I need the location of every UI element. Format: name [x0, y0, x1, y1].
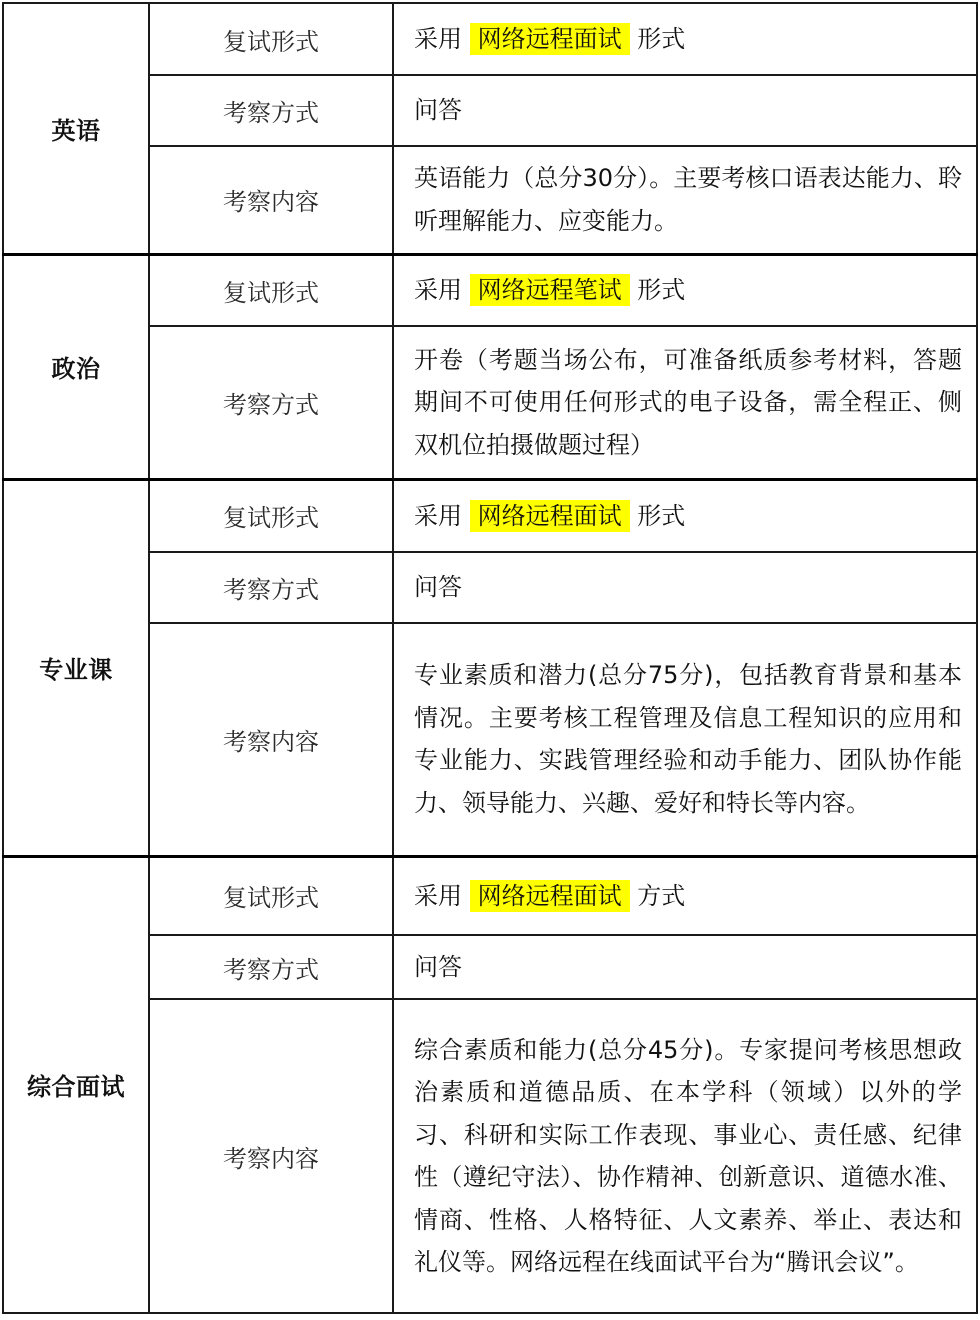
detail-cell: 英语能力（总分30分）。主要考核口语表达能力、聆听理解能力、应变能力。 [393, 146, 977, 254]
table-row [3, 479, 977, 552]
detail-cell: 综合素质和能力(总分45分)。专家提问考核思想政治素质和道德品质、在本学科（领域）以外的学习、科研和实际工作表现、事业心、责任感、纪律性（遵纪守法）、协作精神、创新意识、道德水准、情商、性格、人格特征、人文素养、举止、表达和礼仪等。网络远程在线面试平台为“腾讯会议”。 [393, 999, 977, 1313]
table-row [3, 935, 977, 999]
table-row [3, 3, 977, 75]
item-label: 复试形式 [149, 856, 393, 935]
detail-cell: 专业素质和潜力(总分75分)，包括教育背景和基本情况。主要考核工程管理及信息工程知识的应用和专业能力、实践管理经验和动手能力、团队协作能力、领导能力、兴趣、爱好和特长等内容。 [393, 623, 977, 856]
detail-suffix: 形式 [637, 276, 686, 304]
table-row [3, 552, 977, 623]
item-label: 考察内容 [149, 999, 393, 1313]
subject-cell: 英语 [3, 3, 149, 254]
subject-cell: 政治 [3, 254, 149, 479]
table-row [3, 75, 977, 146]
highlighted-text: 网络远程笔试 [470, 274, 630, 306]
detail-cell [393, 856, 977, 935]
detail-cell: 问答 [393, 935, 977, 999]
detail-cell: 问答 [393, 75, 977, 146]
table-row [3, 623, 977, 856]
detail-cell [393, 479, 977, 552]
item-label: 考察内容 [149, 146, 393, 254]
table-row [3, 856, 977, 935]
item-label: 复试形式 [149, 3, 393, 75]
highlighted-text: 网络远程面试 [470, 880, 630, 912]
item-label: 考察方式 [149, 552, 393, 623]
detail-suffix: 形式 [637, 24, 686, 53]
item-label: 复试形式 [149, 479, 393, 552]
item-label: 复试形式 [149, 254, 393, 326]
detail-cell: 问答 [393, 552, 977, 623]
table-row [3, 999, 977, 1313]
detail-prefix: 采用 [414, 276, 462, 304]
subject-cell: 专业课 [3, 479, 149, 856]
detail-cell: 开卷（考题当场公布，可准备纸质参考材料，答题期间不可使用任何形式的电子设备，需全程正、侧双机位拍摄做题过程） [393, 326, 977, 479]
detail-prefix: 采用 [414, 501, 462, 530]
highlighted-text: 网络远程面试 [470, 500, 630, 532]
table-row [3, 254, 977, 326]
item-label: 考察内容 [149, 623, 393, 856]
highlighted-text: 网络远程面试 [470, 23, 630, 55]
detail-suffix: 形式 [637, 501, 686, 530]
item-label: 考察方式 [149, 326, 393, 479]
detail-prefix: 采用 [414, 24, 462, 53]
item-label: 考察方式 [149, 75, 393, 146]
table-row [3, 146, 977, 254]
detail-cell [393, 254, 977, 326]
exam-table [2, 2, 978, 1314]
item-label: 考察方式 [149, 935, 393, 999]
detail-prefix: 采用 [414, 881, 462, 910]
table-row [3, 326, 977, 479]
detail-cell [393, 3, 977, 75]
detail-suffix: 方式 [637, 881, 686, 910]
subject-cell: 综合面试 [3, 856, 149, 1313]
